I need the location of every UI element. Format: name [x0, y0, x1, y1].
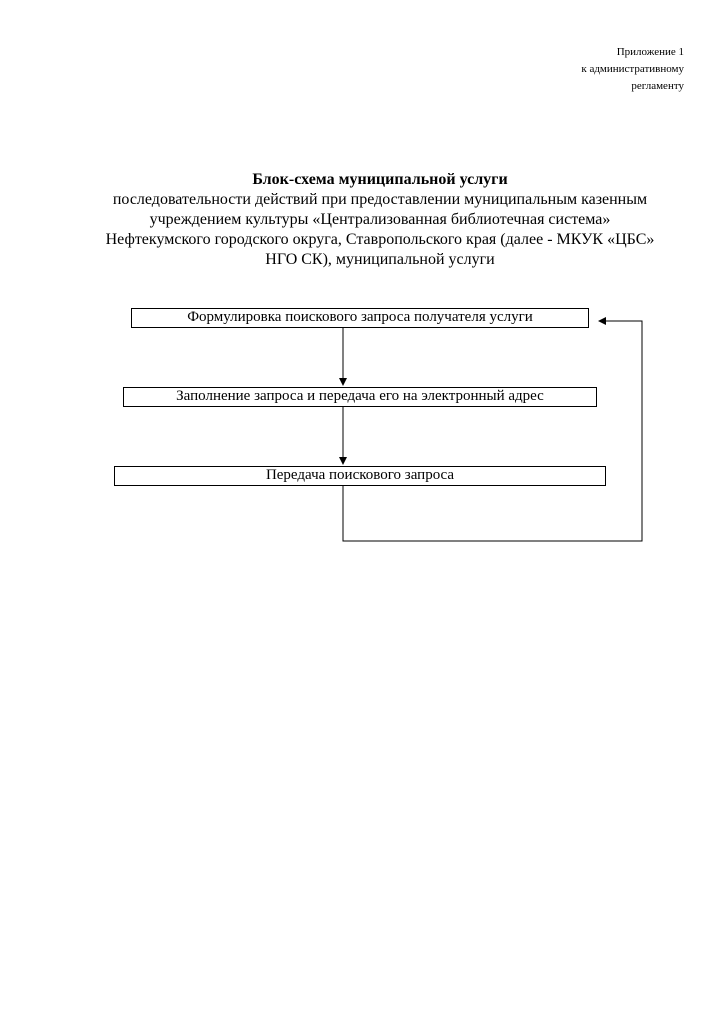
flow-step-2: [123, 387, 597, 407]
flow-step-2-label: Заполнение запроса и передача его на электронный адрес: [176, 388, 544, 404]
flow-step-3-label: Передача поискового запроса: [265, 467, 455, 483]
appendix-line-3: регламенту: [631, 80, 684, 92]
feedback-arrow-step3-to-step1: [343, 321, 642, 541]
flow-step-1-label: Формулировка поискового запроса получателя услуги: [187, 309, 533, 325]
flow-step-3: [114, 466, 606, 486]
appendix-line-2: к административному: [581, 63, 684, 75]
appendix-line-1: Приложение 1: [616, 46, 684, 58]
flow-step-1: [131, 308, 589, 328]
document-subtitle: последовательности действий при предоставлении муниципальным казенным учреждением культуры «Централизованная библиотечная система» Нефтекумского городского округа, Ставропольского края (далее - МКУК «ЦБС» НГО СК), муниципальной услуги: [105, 191, 655, 268]
document-title: Блок-схема муниципальной услуги: [252, 171, 508, 188]
